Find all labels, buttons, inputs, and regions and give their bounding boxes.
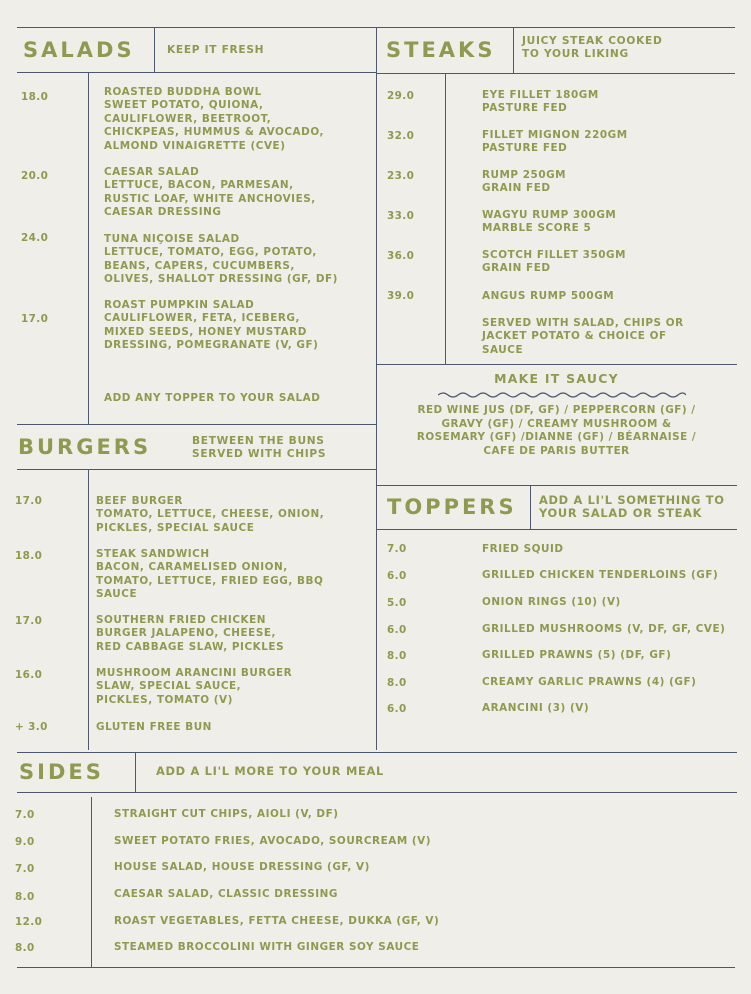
steak-price: 33.0 <box>387 210 415 222</box>
salad-item: ROAST PUMPKIN SALAD CAULIFLOWER, FETA, ICEBERG, MIXED SEEDS, HONEY MUSTARD DRESSING, POMEGRANATE (V, GF) <box>104 299 319 352</box>
topper-price: 6.0 <box>387 570 407 582</box>
steak-item: EYE FILLET 180GM PASTURE FED <box>482 89 599 115</box>
topper-price: 8.0 <box>387 650 407 662</box>
topper-item: GRILLED CHICKEN TENDERLOINS (GF) <box>482 569 719 581</box>
salad-price: 20.0 <box>21 170 49 182</box>
salad-item: TUNA NIÇOISE SALAD LETTUCE, TOMATO, EGG, POTATO, BEANS, CAPERS, CUCUMBERS, OLIVES, SHALLOT DRESSING (GF, DF) <box>104 233 338 286</box>
steaks-tagline: JUICY STEAK COOKED TO YOUR LIKING <box>522 35 663 60</box>
topper-item: GRILLED MUSHROOMS (V, DF, GF, CVE) <box>482 623 726 635</box>
topper-price: 5.0 <box>387 597 407 609</box>
burgers-title: BURGERS <box>18 435 152 459</box>
rule-steaks-header <box>376 73 735 74</box>
rule-toppers-title-divider <box>530 485 531 529</box>
rule-steaks-title-divider <box>513 27 514 73</box>
salads-tagline: KEEP IT FRESH <box>167 44 265 56</box>
rule-salads-price-col <box>88 72 89 424</box>
salad-price: 18.0 <box>21 91 49 103</box>
rule-bottom <box>17 967 735 968</box>
burger-item: BEEF BURGER TOMATO, LETTUCE, CHEESE, ONION, PICKLES, SPECIAL SAUCE <box>96 495 325 534</box>
topper-item: ONION RINGS (10) (V) <box>482 596 621 608</box>
side-price: 12.0 <box>15 916 43 928</box>
topper-item: CREAMY GARLIC PRAWNS (4) (GF) <box>482 676 697 688</box>
side-price: 8.0 <box>15 891 35 903</box>
side-item: SWEET POTATO FRIES, AVOCADO, SOURCREAM (V) <box>114 835 432 847</box>
saucy-options: RED WINE JUS (DF, GF) / PEPPERCORN (GF) / GRAVY (GF) / CREAMY MUSHROOM & ROSEMARY (GF) /DIANNE (GF) / BÉARNAISE / CAFE DE PARIS BUTTER <box>416 404 697 457</box>
topper-item: ARANCINI (3) (V) <box>482 702 590 714</box>
steak-item: SCOTCH FILLET 350GM GRAIN FED <box>482 249 626 275</box>
salad-price: 17.0 <box>21 313 49 325</box>
rule-burgers-price-col <box>88 469 89 750</box>
rule-sides-title-divider <box>135 752 136 792</box>
topper-price: 6.0 <box>387 703 407 715</box>
salad-item: ROASTED BUDDHA BOWL SWEET POTATO, QUIONA, CAULIFLOWER, BEETROOT, CHICKPEAS, HUMMUS & AVOCADO, ALMOND VINAIGRETTE (CVE) <box>104 86 324 152</box>
side-price: 7.0 <box>15 863 35 875</box>
salad-item: CAESAR SALAD LETTUCE, BACON, PARMESAN, RUSTIC LOAF, WHITE ANCHOVIES, CAESAR DRESSING <box>104 166 316 219</box>
wave-divider-icon <box>438 390 686 400</box>
rule-salads-header <box>17 72 376 73</box>
rule-sides-price-col <box>91 797 92 967</box>
steak-item: FILLET MIGNON 220GM PASTURE FED <box>482 129 628 155</box>
side-item: STEAMED BROCCOLINI WITH GINGER SOY SAUCE <box>114 941 420 953</box>
rule-center-vertical <box>376 27 377 750</box>
rule-toppers-top <box>376 485 737 486</box>
side-price: 9.0 <box>15 836 35 848</box>
salad-topper-note: ADD ANY TOPPER TO YOUR SALAD <box>104 392 321 404</box>
steak-item: RUMP 250GM GRAIN FED <box>482 169 567 195</box>
side-item: STRAIGHT CUT CHIPS, AIOLI (V, DF) <box>114 808 339 820</box>
side-item: HOUSE SALAD, HOUSE DRESSING (GF, V) <box>114 861 370 873</box>
burger-price: 17.0 <box>15 495 43 507</box>
side-price: 8.0 <box>15 942 35 954</box>
topper-item: FRIED SQUID <box>482 543 564 555</box>
toppers-title: TOPPERS <box>387 495 517 519</box>
topper-price: 7.0 <box>387 543 407 555</box>
rule-steaks-price-col <box>445 73 446 364</box>
side-price: 7.0 <box>15 809 35 821</box>
steak-item: WAGYU RUMP 300GM MARBLE SCORE 5 <box>482 209 617 235</box>
burger-price: 18.0 <box>15 550 43 562</box>
side-item: CAESAR SALAD, CLASSIC DRESSING <box>114 888 338 900</box>
sides-tagline: ADD A LI'L MORE TO YOUR MEAL <box>156 764 384 778</box>
salad-price: 24.0 <box>21 232 49 244</box>
burger-item: GLUTEN FREE BUN <box>96 721 212 733</box>
rule-salads-title-divider <box>154 27 155 72</box>
steak-served-note: SERVED WITH SALAD, CHIPS OR JACKET POTATO & CHOICE OF SAUCE <box>482 317 684 356</box>
burgers-tagline: BETWEEN THE BUNS SERVED WITH CHIPS <box>192 435 327 460</box>
burger-item: MUSHROOM ARANCINI BURGER SLAW, SPECIAL SAUCE, PICKLES, TOMATO (V) <box>96 667 293 706</box>
steak-item: ANGUS RUMP 500GM <box>482 290 615 302</box>
saucy-title: MAKE IT SAUCY <box>494 371 619 386</box>
sides-title: SIDES <box>19 760 104 784</box>
topper-item: GRILLED PRAWNS (5) (DF, GF) <box>482 649 672 661</box>
toppers-tagline: ADD A LI'L SOMETHING TO YOUR SALAD OR STEAK <box>539 493 725 520</box>
rule-sides-header <box>17 792 737 793</box>
steak-price: 23.0 <box>387 170 415 182</box>
rule-burgers-top <box>17 424 376 425</box>
burger-item: SOUTHERN FRIED CHICKEN BURGER JALAPENO, CHEESE, RED CABBAGE SLAW, PICKLES <box>96 614 285 653</box>
rule-toppers-header <box>376 529 737 530</box>
burger-price: 17.0 <box>15 615 43 627</box>
rule-steaks-bottom <box>376 364 737 365</box>
steak-price: 32.0 <box>387 130 415 142</box>
burger-price: + 3.0 <box>15 721 48 733</box>
salads-title: SALADS <box>23 38 135 62</box>
burger-item: STEAK SANDWICH BACON, CARAMELISED ONION, TOMATO, LETTUCE, FRIED EGG, BBQ SAUCE <box>96 548 324 601</box>
burger-price: 16.0 <box>15 669 43 681</box>
steak-price: 36.0 <box>387 250 415 262</box>
topper-price: 8.0 <box>387 677 407 689</box>
steak-price: 29.0 <box>387 90 415 102</box>
topper-price: 6.0 <box>387 624 407 636</box>
rule-burgers-header <box>17 469 376 470</box>
steaks-title: STEAKS <box>386 38 496 62</box>
side-item: ROAST VEGETABLES, FETTA CHEESE, DUKKA (GF, V) <box>114 915 440 927</box>
steak-price: 39.0 <box>387 290 415 302</box>
rule-sides-top <box>17 752 737 753</box>
